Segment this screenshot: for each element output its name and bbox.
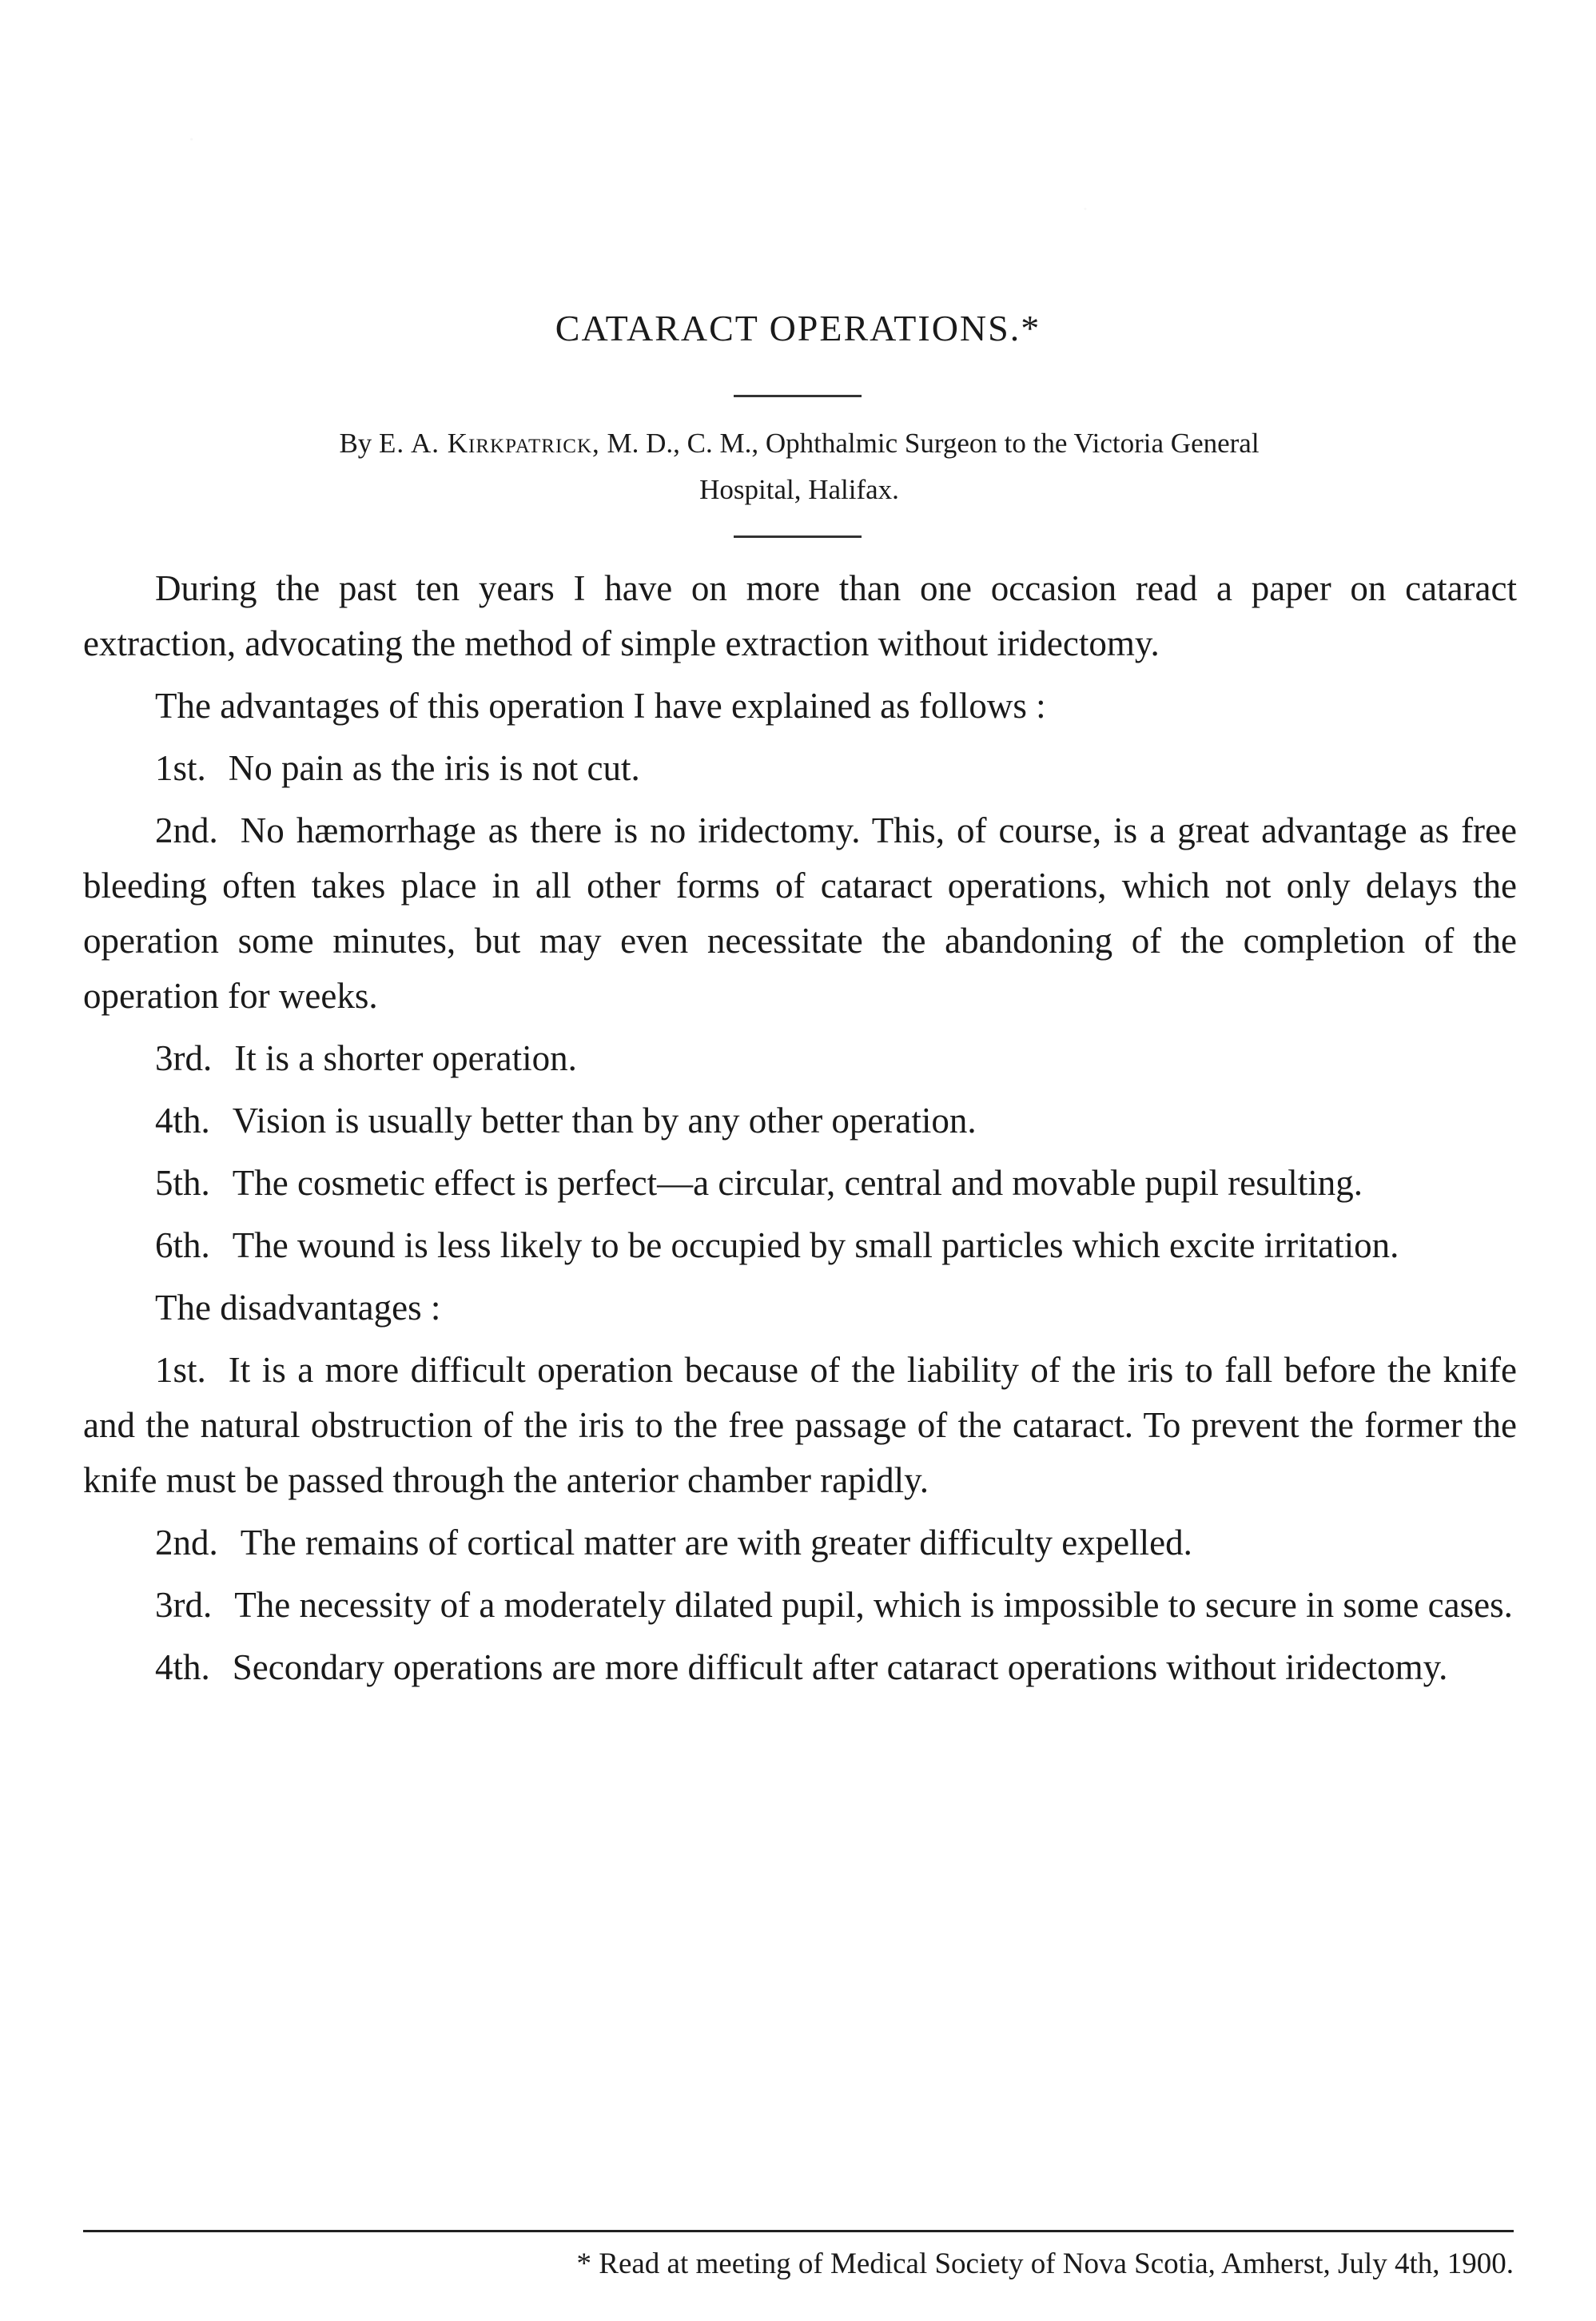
item-text: It is a more difficult operation because of the liability of the iris to fall before the knife and the natural obstruction of the iris to the free passage of the cataract. To prevent the former the knife must be passed through the anterior chamber rapidly. xyxy=(83,1350,1517,1500)
author-name: E. A. Kirkpatrick, xyxy=(379,428,600,459)
advantage-item xyxy=(83,1093,1517,1149)
advantage-item xyxy=(83,1156,1517,1211)
item-text: No pain as the iris is not cut. xyxy=(228,748,640,788)
item-text: The necessity of a moderately dilated pupil, which is impossible to secure in some cases. xyxy=(234,1585,1513,1625)
byline-divider xyxy=(734,535,862,538)
item-text: The remains of cortical matter are with greater difficulty expelled. xyxy=(240,1523,1192,1563)
item-label: 1st. xyxy=(155,1350,206,1390)
advantage-item xyxy=(83,1218,1517,1273)
item-text: The wound is less likely to be occupied by small particles which excite irritation. xyxy=(232,1225,1399,1265)
disadvantages-intro: The disadvantages : xyxy=(155,1288,441,1328)
article-title: CATARACT OPERATIONS.* xyxy=(555,308,1041,348)
item-label: 1st. xyxy=(155,748,206,788)
item-text: Vision is usually better than by any other operation. xyxy=(232,1101,977,1141)
advantage-item xyxy=(83,1031,1517,1086)
item-text: It is a shorter operation. xyxy=(234,1038,577,1078)
disadvantage-item xyxy=(83,1640,1517,1695)
article-body xyxy=(83,561,1517,1702)
byline xyxy=(80,420,1518,513)
advantage-item xyxy=(83,741,1517,796)
item-label: 6th. xyxy=(155,1225,210,1265)
footnote: * Read at meeting of Medical Society of Nova Scotia, Amherst, July 4th, 1900. xyxy=(576,2247,1514,2280)
disadvantage-item xyxy=(83,1343,1517,1508)
item-label: 2nd. xyxy=(155,810,218,850)
item-text: The cosmetic effect is perfect—a circular, central and movable pupil resulting. xyxy=(232,1163,1363,1203)
intro-paragraph: During the past ten years I have on more than one occasion read a paper on cataract extraction, advocating the method of simple extraction without iridectomy. xyxy=(83,568,1517,663)
title-divider xyxy=(734,395,862,397)
author-affiliation: Hospital, Halifax. xyxy=(699,474,899,505)
item-text: No hæmorrhage as there is no iridectomy. This, of course, is a great advantage as free bleeding often takes place in all other forms of cataract operations, which not only delays the operation some minutes, but may even necessitate the abandoning of the completion of the operation for weeks. xyxy=(83,810,1517,1016)
disadvantage-item xyxy=(83,1515,1517,1571)
item-text: Secondary operations are more difficult after cataract operations without iridectomy. xyxy=(232,1647,1448,1687)
disadvantage-item xyxy=(83,1578,1517,1633)
item-label: 3rd. xyxy=(155,1585,213,1625)
byline-prefix: By xyxy=(339,428,372,459)
advantage-item xyxy=(83,803,1517,1024)
item-label: 2nd. xyxy=(155,1523,218,1563)
footnote-divider xyxy=(83,2230,1514,2232)
item-label: 4th. xyxy=(155,1101,210,1141)
item-label: 3rd. xyxy=(155,1038,213,1078)
item-label: 4th. xyxy=(155,1647,210,1687)
item-label: 5th. xyxy=(155,1163,210,1203)
author-credentials: M. D., C. M., Ophthalmic Surgeon to the Victoria General xyxy=(607,428,1260,459)
advantages-intro: The advantages of this operation I have explained as follows : xyxy=(155,686,1046,726)
